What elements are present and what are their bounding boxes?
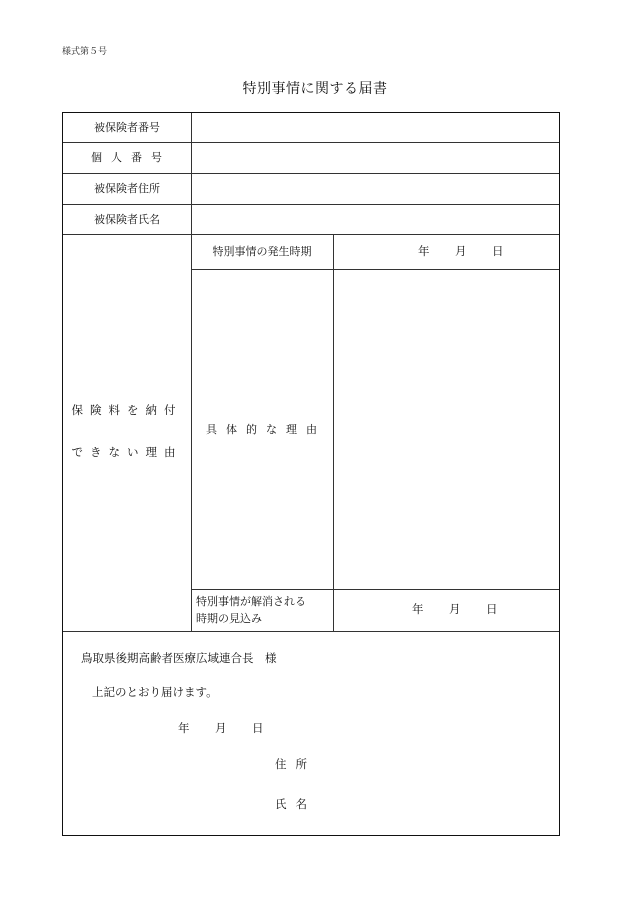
- occurrence-year-label: 年: [418, 244, 430, 258]
- personal-number-field[interactable]: [192, 143, 559, 173]
- resolution-date-field[interactable]: [334, 590, 559, 631]
- reason-label-line1: 保険料を納付: [71, 403, 183, 417]
- applicant-address-label: 住所: [275, 757, 316, 771]
- resolution-month-label: 月: [449, 602, 461, 616]
- row-divider: [63, 631, 559, 632]
- name-label: 被保険者氏名: [94, 212, 160, 226]
- occurrence-day-label: 日: [492, 244, 504, 258]
- statement: 上記のとおり届けます。: [92, 685, 218, 699]
- form-number: 様式第５号: [62, 47, 108, 57]
- form-title: 特別事情に関する届書: [242, 81, 388, 97]
- name-field[interactable]: [192, 205, 559, 234]
- concrete-reason-label: 具体的な理由: [206, 423, 326, 436]
- resolution-label-line1: 特別事情が解消される: [196, 595, 306, 608]
- personal-number-label: 個人番号: [91, 151, 171, 164]
- addressee: 鳥取県後期高齢者医療広域連合長 様: [81, 651, 277, 665]
- footer-date-field[interactable]: [163, 713, 283, 745]
- insured-number-field[interactable]: [192, 113, 559, 142]
- resolution-label: [196, 593, 333, 631]
- form-sheet: [62, 112, 560, 836]
- applicant-name-label: 氏名: [275, 797, 316, 811]
- address-field[interactable]: [192, 174, 559, 204]
- footer-day-label: 日: [252, 721, 264, 735]
- resolution-day-label: 日: [486, 602, 498, 616]
- footer-month-label: 月: [215, 721, 227, 735]
- occurrence-month-label: 月: [455, 244, 467, 258]
- resolution-label-line2: 時期の見込み: [196, 612, 262, 625]
- occurrence-date-field[interactable]: [334, 235, 559, 269]
- footer-year-label: 年: [178, 721, 190, 735]
- reason-label-line2: できない理由: [71, 445, 183, 459]
- resolution-year-label: 年: [412, 602, 424, 616]
- insured-number-label: 被保険者番号: [94, 121, 160, 134]
- occurrence-label: 特別事情の発生時期: [212, 245, 312, 258]
- applicant-address-field[interactable]: [323, 751, 543, 779]
- address-label: 被保険者住所: [94, 182, 160, 195]
- concrete-reason-field[interactable]: [334, 270, 559, 589]
- applicant-name-field[interactable]: [323, 791, 543, 819]
